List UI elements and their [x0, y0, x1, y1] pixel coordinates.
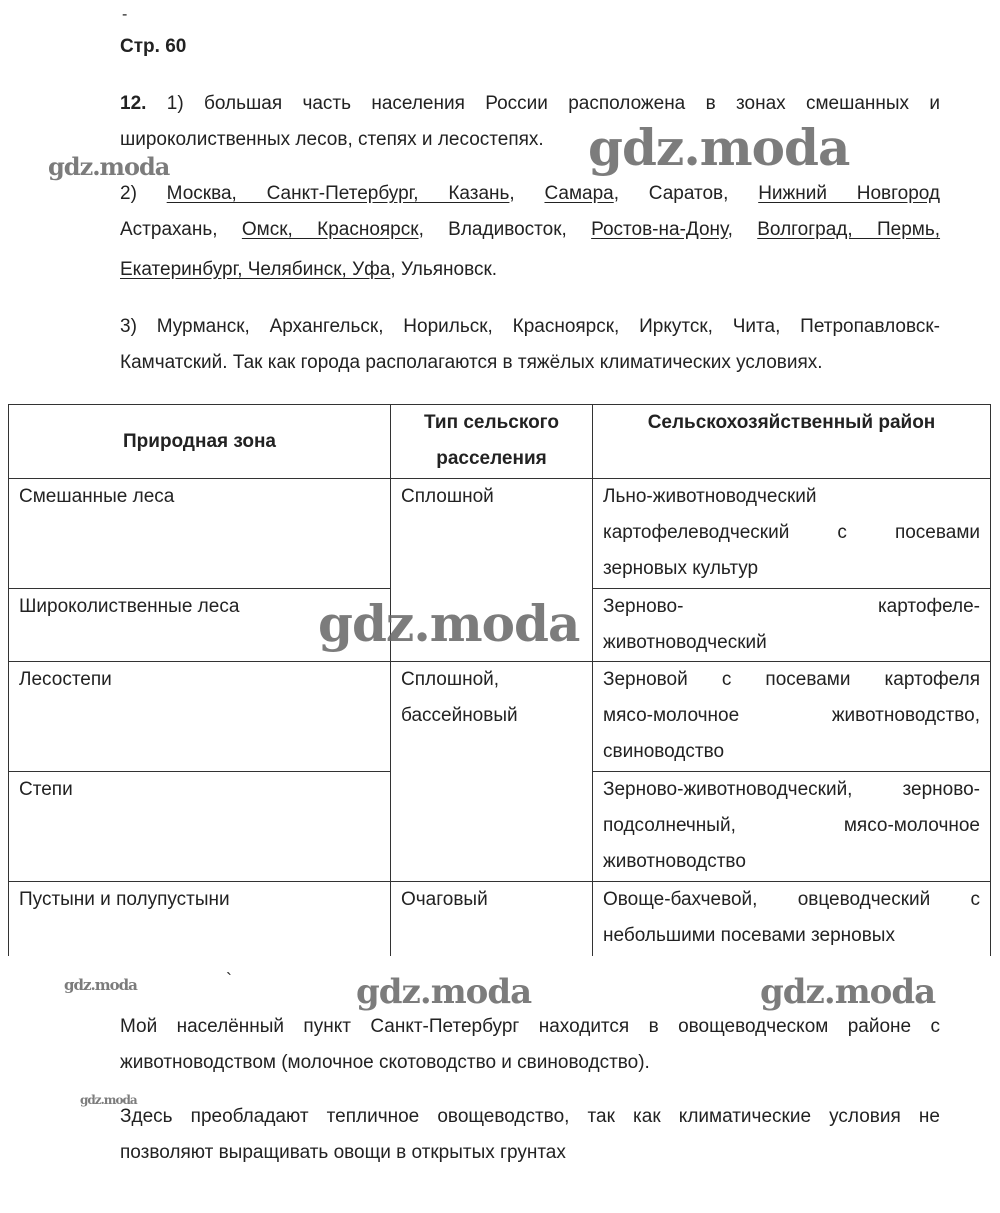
cell-zone: Широколиственные леса — [9, 589, 391, 662]
district-line: Овоще-бахчевой, овцеводческий с — [603, 889, 980, 910]
district-line: подсолнечный, мясо-молочное — [603, 815, 980, 836]
cell-settlement — [391, 772, 593, 882]
district-line: Зерново- картофеле- — [603, 596, 980, 617]
table-row — [9, 882, 991, 956]
district-line: мясо-молочное животноводство, — [603, 705, 980, 726]
header-zone: Природная зона — [9, 405, 391, 479]
city-underlined: Екатеринбург, Челябинск, Уфа — [120, 259, 391, 280]
header-settlement-line1: Тип сельского — [424, 412, 559, 433]
task-p3-line2: Камчатский. Так как города располагаются в тяжёлых климатических условиях. — [120, 352, 823, 373]
watermark-logo: gdz.moda — [80, 1093, 137, 1107]
cell-district — [593, 479, 991, 589]
district-line: картофелеводческий с посевами — [603, 522, 980, 543]
header-settlement-line2: расселения — [436, 448, 547, 469]
city: Владивосток — [448, 219, 562, 240]
city-underlined: Волгоград, Пермь, — [757, 219, 941, 240]
district-line: небольшими посевами зерновых — [603, 925, 895, 946]
city-underlined: Самара — [544, 183, 614, 204]
district-line: животноводство — [603, 851, 746, 872]
settlement-line: Сплошной, — [401, 669, 500, 690]
stray-mark: ` — [226, 970, 232, 990]
cell-district — [593, 662, 991, 772]
cell-settlement — [391, 662, 593, 772]
cell-district — [593, 772, 991, 882]
watermark-logo: gdz.moda — [318, 594, 580, 653]
task-p1-text: 1) большая часть населения России расположена в зонах смешанных и — [166, 93, 941, 114]
settlement-line: бассейновый — [401, 705, 518, 726]
city: Астрахань — [120, 219, 213, 240]
district-line: животноводческий — [603, 632, 767, 653]
watermark-logo: gdz.moda — [588, 118, 850, 177]
cell-district — [593, 882, 991, 956]
task-p1-line2: широколиственных лесов, степях и лесостепях. — [120, 129, 544, 150]
district-line: Зерновой с посевами картофеля — [603, 669, 980, 690]
cell-district — [593, 589, 991, 662]
cell-settlement: Сплошной — [391, 479, 593, 589]
page-title: Стр. 60 — [120, 36, 187, 57]
cell-zone: Смешанные леса — [9, 479, 391, 589]
table-header-row — [9, 405, 991, 479]
zones-table — [8, 404, 991, 956]
cell-zone: Степи — [9, 772, 391, 882]
city-underlined: Ростов-на-Дону — [591, 219, 728, 240]
cell-zone: Лесостепи — [9, 662, 391, 772]
watermark-logo: gdz.moda — [64, 976, 137, 994]
watermark-logo: gdz.moda — [48, 152, 170, 181]
watermark-logo: gdz.moda — [760, 972, 936, 1012]
footer-line2: животноводством (молочное скотоводство и свиноводство). — [120, 1052, 650, 1073]
district-line: зерновых культур — [603, 558, 759, 579]
task-p2-line3: Екатеринбург, Челябинск, Уфа, Ульяновск. — [120, 259, 498, 280]
task-p2-line1: 2) Москва, Санкт-Петербург, Казань, Самара, Саратов, Нижний Новгород — [120, 183, 940, 204]
header-settlement — [391, 405, 593, 479]
task-p3-line1: 3) Мурманск, Архангельск, Норильск, Красноярск, Иркутск, Чита, Петропавловск- — [120, 316, 940, 337]
table-row — [9, 662, 991, 772]
district-line: Зерново-животноводческий, зерново- — [603, 779, 980, 800]
task-p1-line1 — [120, 86, 940, 122]
watermark-logo: gdz.moda — [356, 972, 532, 1012]
task-number: 12. — [120, 93, 147, 114]
cell-zone: Пустыни и полупустыни — [9, 882, 391, 956]
table-row — [9, 479, 991, 589]
footer-line4: позволяют выращивать овощи в открытых грунтах — [120, 1142, 566, 1163]
footer-line1: Мой населённый пункт Санкт-Петербург находится в овощеводческом районе с — [120, 1016, 940, 1037]
footer-line3: Здесь преобладают тепличное овощеводство, так как климатические условия не — [120, 1106, 940, 1127]
district-line: Льно-животноводческий — [603, 486, 817, 507]
task-p2-line2: Астрахань, Омск, Красноярск, Владивосток, Ростов-на-Дону, Волгоград, Пермь, — [120, 219, 941, 240]
city: Саратов — [648, 183, 724, 204]
dash-mark: - — [122, 6, 128, 23]
city-underlined: Нижний Новгород — [758, 183, 940, 204]
table-row — [9, 772, 991, 882]
p2-label: 2) — [120, 183, 137, 204]
city-underlined: Москва, Санкт-Петербург, Казань — [166, 183, 510, 204]
city-underlined: Омск, Красноярск — [241, 219, 419, 240]
cell-settlement: Очаговый — [391, 882, 593, 956]
district-line: свиноводство — [603, 741, 725, 762]
city: Ульяновск. — [400, 259, 498, 280]
header-district: Сельскохозяйственный район — [593, 405, 991, 479]
